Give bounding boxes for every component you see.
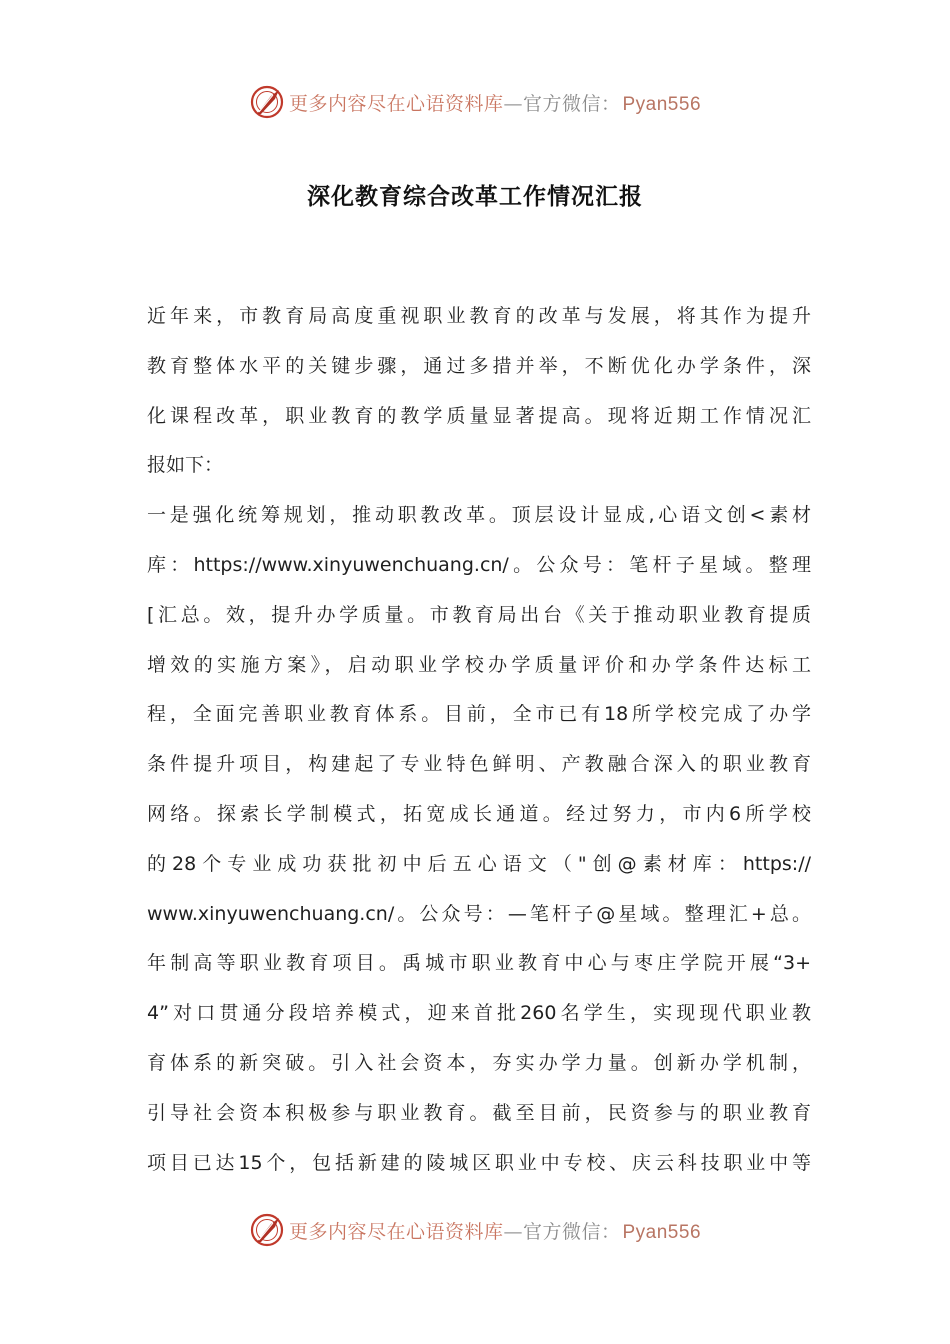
quill-pen-logo-icon: [249, 84, 285, 120]
text-line: 条件提升项目，构建起了专业特色鲜明、产教融合深入的职业教育: [147, 753, 811, 776]
banner-text: [289, 89, 701, 116]
text-line: [汇总。效，提升办学质量。市教育局出台《关于推动职业教育提质: [147, 603, 811, 626]
header-watermark-banner: [0, 82, 950, 122]
text-line: 报如下：: [147, 454, 224, 477]
text-line: 增效的实施方案》，启动职业学校办学质量评价和办学条件达标工: [147, 653, 811, 676]
banner-wechat-label: 官方微信：: [522, 92, 621, 115]
document-title: 深化教育综合改革工作情况汇报: [307, 183, 643, 210]
text-line: www.xinyuwenchuang.cn/。公众号：—笔杆子@星域。整理汇+总。: [147, 902, 811, 925]
banner-wechat-id: Pyan556: [622, 93, 702, 115]
banner-wechat-id: Pyan556: [622, 1221, 702, 1243]
text-line: 近年来，市教育局高度重视职业教育的改革与发展，将其作为提升: [147, 305, 811, 327]
text-line: 程，全面完善职业教育体系。目前，全市已有18所学校完成了办学: [147, 703, 811, 726]
banner-text: [289, 1217, 701, 1244]
text-line: 网络。探索长学制模式，拓宽成长通道。经过努力，市内6所学校: [147, 802, 811, 825]
text-line: 一是强化统筹规划，推动职教改革。顶层设计显成,心语文创<素材: [147, 504, 811, 527]
banner-separator: —: [503, 92, 523, 115]
banner-wechat-label: 官方微信：: [522, 1220, 621, 1243]
text-line: 项目已达15个，包括新建的陵城区职业中专校、庆云科技职业中等: [147, 1151, 811, 1174]
text-line: 库：https://www.xinyuwenchuang.cn/。公众号：笔杆子星域。整理: [147, 553, 811, 576]
text-line: 育体系的新突破。引入社会资本，夯实办学力量。创新办学机制，: [147, 1051, 811, 1074]
document-body: [147, 292, 811, 1188]
text-line: 年制高等职业教育项目。禹城市职业教育中心与枣庄学院开展“3+: [147, 952, 811, 975]
text-line: 的28个专业成功获批初中后五心语文（"创@素材库：https://: [147, 852, 811, 875]
banner-main-text: 更多内容尽在心语资料库: [288, 1220, 504, 1243]
footer-watermark-banner: [0, 1210, 950, 1250]
text-line: 4”对口贯通分段培养模式，迎来首批260名学生，实现现代职业教: [147, 1002, 811, 1025]
banner-main-text: 更多内容尽在心语资料库: [288, 92, 504, 115]
text-line: 教育整体水平的关键步骤，通过多措并举，不断优化办学条件，深: [147, 354, 811, 377]
text-line: 引导社会资本积极参与职业教育。截至目前，民资参与的职业教育: [147, 1101, 811, 1124]
banner-separator: —: [503, 1220, 523, 1243]
text-line: 化课程改革，职业教育的教学质量显著提高。现将近期工作情况汇: [147, 404, 811, 427]
quill-pen-logo-icon: [249, 1212, 285, 1248]
